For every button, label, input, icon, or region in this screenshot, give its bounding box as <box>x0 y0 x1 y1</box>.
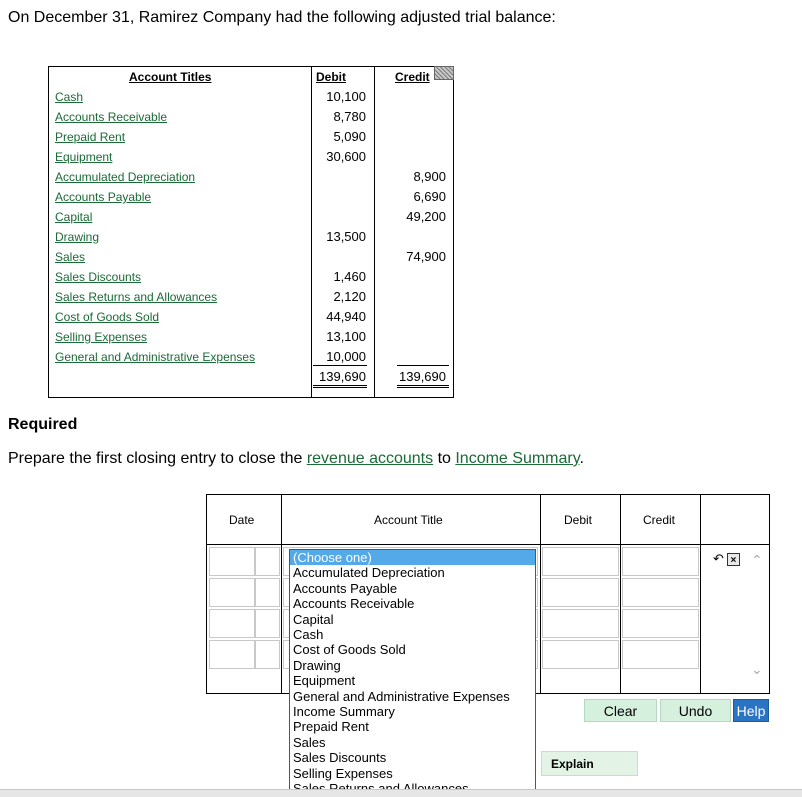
total-debit: 139,690 <box>319 369 366 384</box>
dropdown-option[interactable]: Sales <box>293 734 326 750</box>
dropdown-option[interactable]: Capital <box>293 611 334 627</box>
month-input[interactable] <box>209 640 255 669</box>
debit-amount: 13,500 <box>326 229 366 244</box>
dropdown-option[interactable]: Accounts Receivable <box>293 596 415 612</box>
clear-button[interactable]: Clear <box>584 699 657 722</box>
account-title-link[interactable]: Equipment <box>55 150 113 164</box>
debit-amount: 30,600 <box>326 149 366 164</box>
total-credit: 139,690 <box>399 369 446 384</box>
credit-input[interactable] <box>622 640 699 669</box>
credit-input[interactable] <box>622 609 699 638</box>
account-title-link[interactable]: Sales Returns and Allowances <box>55 290 218 304</box>
debit-input[interactable] <box>542 547 619 576</box>
header-credit: Credit <box>395 70 430 84</box>
dropdown-option[interactable]: Equipment <box>293 673 356 689</box>
header-account-titles: Account Titles <box>129 70 212 84</box>
total-rule <box>313 365 367 366</box>
dropdown-option[interactable]: (Choose one) <box>290 550 535 565</box>
credit-amount: 6,690 <box>413 189 446 204</box>
debit-amount: 10,000 <box>326 349 366 364</box>
header-credit: Credit <box>643 513 676 527</box>
dropdown-option[interactable]: Prepaid Rent <box>293 719 369 735</box>
column-divider <box>540 495 541 693</box>
required-heading: Required <box>8 416 78 433</box>
header-debit: Debit <box>564 513 593 527</box>
credit-amount: 49,200 <box>406 209 446 224</box>
account-title-link[interactable]: Capital <box>55 210 93 224</box>
header-debit: Debit <box>316 70 346 84</box>
column-divider <box>374 67 375 397</box>
column-divider <box>620 495 621 693</box>
debit-amount: 2,120 <box>333 289 366 304</box>
intro-text: On December 31, Ramirez Company had the following adjusted trial balance: <box>8 9 556 26</box>
month-input[interactable] <box>209 547 255 576</box>
account-title-link[interactable]: Cash <box>55 90 84 104</box>
account-title-link[interactable]: Prepaid Rent <box>55 130 126 144</box>
total-double-rule <box>313 385 367 388</box>
column-divider <box>281 495 282 693</box>
header-rule <box>207 544 769 545</box>
day-input[interactable] <box>255 609 280 638</box>
total-double-rule <box>397 385 449 388</box>
debit-amount: 10,100 <box>326 89 366 104</box>
account-title-link[interactable]: Accounts Payable <box>55 190 152 204</box>
debit-amount: 8,780 <box>333 109 366 124</box>
dropdown-option[interactable]: Accounts Payable <box>293 580 398 596</box>
debit-input[interactable] <box>542 578 619 607</box>
column-divider <box>700 495 701 693</box>
dropdown-option[interactable]: Sales Discounts <box>293 750 387 766</box>
help-button[interactable]: Help <box>733 699 769 722</box>
account-title-dropdown[interactable] <box>289 549 536 796</box>
credit-amount: 8,900 <box>413 169 446 184</box>
dropdown-option[interactable]: Cash <box>293 627 324 643</box>
month-input[interactable] <box>209 578 255 607</box>
debit-input[interactable] <box>542 609 619 638</box>
header-account-title: Account Title <box>374 513 443 527</box>
account-title-link[interactable]: General and Administrative Expenses <box>55 350 256 364</box>
dropdown-option[interactable]: Accumulated Depreciation <box>293 565 445 581</box>
instruction-suffix: . <box>579 450 584 467</box>
debit-amount: 1,460 <box>333 269 366 284</box>
dropdown-option[interactable]: Selling Expenses <box>293 765 393 781</box>
trial-balance-table <box>48 66 454 398</box>
month-input[interactable] <box>209 609 255 638</box>
scroll-up-icon[interactable]: ⌃ <box>751 552 763 568</box>
account-title-link[interactable]: Drawing <box>55 230 100 244</box>
undo-row-icon[interactable]: ↶ <box>713 551 724 566</box>
debit-amount: 44,940 <box>326 309 366 324</box>
delete-row-icon[interactable]: × <box>727 553 740 566</box>
debit-amount: 5,090 <box>333 129 366 144</box>
account-title-link[interactable]: Sales <box>55 250 86 264</box>
row-actions <box>713 551 740 567</box>
instruction-prefix: Prepare the first closing entry to close the <box>8 450 307 467</box>
dropdown-option[interactable]: Income Summary <box>293 704 395 720</box>
instruction-text <box>8 450 584 468</box>
account-title-link[interactable]: Accounts Receivable <box>55 110 168 124</box>
dropdown-option[interactable]: Cost of Goods Sold <box>293 642 406 658</box>
debit-amount: 13,100 <box>326 329 366 344</box>
credit-input[interactable] <box>622 578 699 607</box>
undo-button[interactable]: Undo <box>660 699 731 722</box>
revenue-accounts-link[interactable]: revenue accounts <box>306 450 434 467</box>
day-input[interactable] <box>255 578 280 607</box>
explain-button[interactable]: Explain <box>541 751 638 776</box>
debit-input[interactable] <box>542 640 619 669</box>
total-rule <box>397 365 449 366</box>
day-input[interactable] <box>255 547 280 576</box>
credit-amount: 74,900 <box>406 249 446 264</box>
account-title-link[interactable]: Sales Discounts <box>55 270 142 284</box>
income-summary-link[interactable]: Income Summary <box>455 450 580 467</box>
day-input[interactable] <box>255 640 280 669</box>
account-title-link[interactable]: Cost of Goods Sold <box>55 310 160 324</box>
credit-input[interactable] <box>622 547 699 576</box>
instruction-middle: to <box>433 450 456 467</box>
account-title-link[interactable]: Selling Expenses <box>55 330 148 344</box>
scroll-down-icon[interactable]: ⌄ <box>751 661 763 677</box>
account-title-link[interactable]: Accumulated Depreciation <box>55 170 196 184</box>
dropdown-option[interactable]: General and Administrative Expenses <box>293 688 510 704</box>
resize-handle[interactable] <box>434 66 454 80</box>
dropdown-option[interactable]: Drawing <box>293 657 341 673</box>
header-date: Date <box>229 513 255 527</box>
